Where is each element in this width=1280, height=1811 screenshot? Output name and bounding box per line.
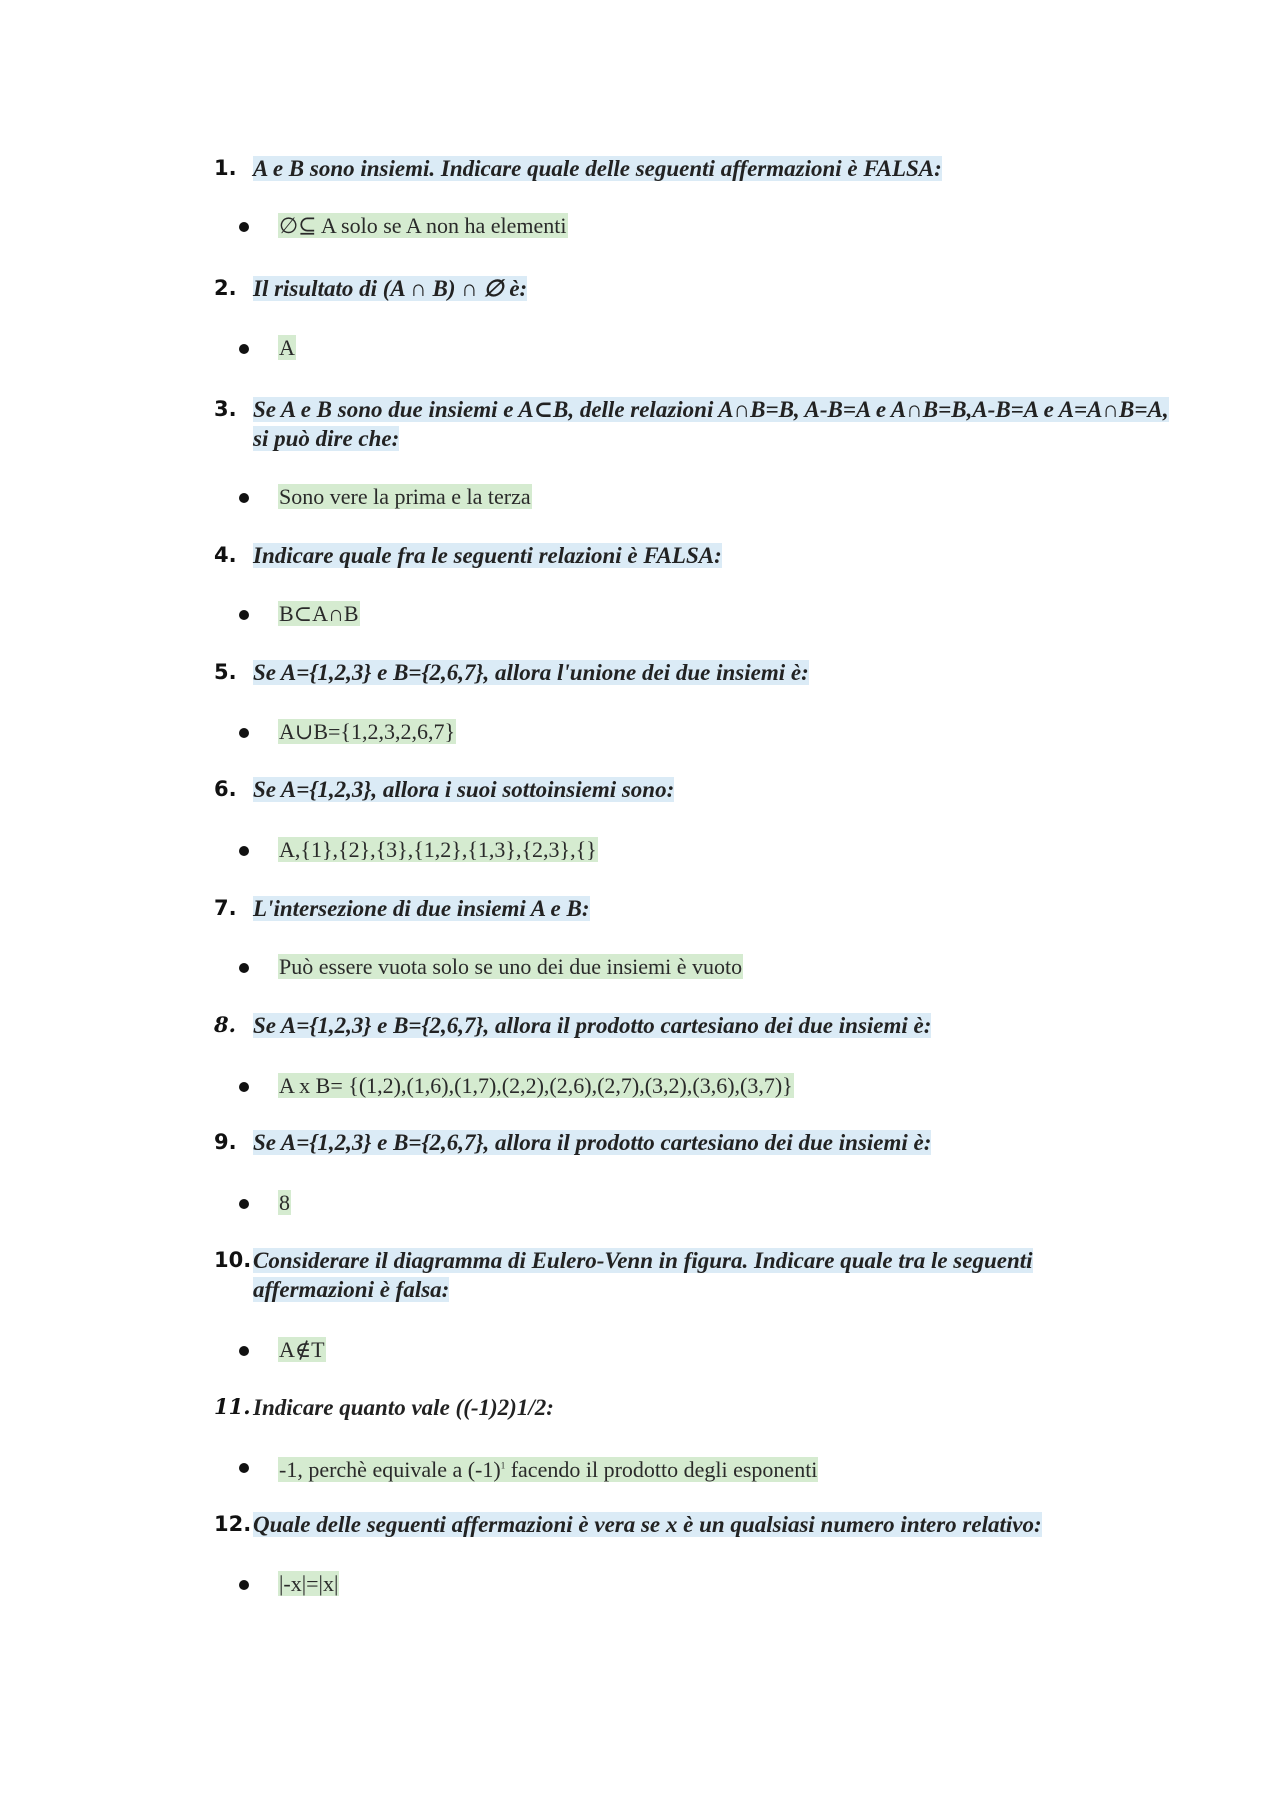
question-number: 10. bbox=[214, 1248, 252, 1272]
question-text: Se A={1,2,3} e B={2,6,7}, allora il prodotto cartesiano dei due insiemi è: bbox=[253, 1130, 932, 1155]
answer-text: A∉T bbox=[279, 1337, 325, 1362]
question-text: A e B sono insiemi. Indicare quale delle seguenti affermazioni è FALSA: bbox=[253, 156, 942, 181]
answer-text: A,{1},{2},{3},{1,2},{1,3},{2,3},{} bbox=[279, 837, 597, 862]
question-text: Se A e B sono due insiemi e A⊂B, delle relazioni A∩B=B, A-B=A e A∩B=B,A-B=A e A=A∩B=A, si può dire che: bbox=[253, 397, 1169, 451]
answer-text: ∅⊆ A solo se A non ha elementi bbox=[279, 213, 567, 238]
question-number: 5. bbox=[214, 660, 237, 684]
question-number: 2. bbox=[214, 276, 237, 300]
question-text: Se A={1,2,3}, allora i suoi sottoinsiemi sono: bbox=[253, 777, 675, 802]
answer-text: A x B= {(1,2),(1,6),(1,7),(2,2),(2,6),(2,7),(3,2),(3,6),(3,7)} bbox=[279, 1073, 793, 1098]
answer-text: B⊂A∩B bbox=[279, 601, 359, 626]
bullet-icon bbox=[239, 610, 249, 620]
question-number: 4. bbox=[214, 543, 237, 567]
question-text: Quale delle seguenti affermazioni è vera se x è un qualsiasi numero intero relativo: bbox=[253, 1512, 1042, 1537]
answer-text: Sono vere la prima e la terza bbox=[279, 484, 531, 509]
bullet-icon bbox=[239, 493, 249, 503]
answer-text: |-x|=|x| bbox=[279, 1571, 339, 1596]
answer-text: A∪B={1,2,3,2,6,7} bbox=[279, 719, 456, 744]
question-text: L'intersezione di due insiemi A e B: bbox=[253, 896, 590, 921]
bullet-icon bbox=[239, 1580, 249, 1590]
question-number: 8. bbox=[214, 1012, 236, 1037]
bullet-icon bbox=[239, 963, 249, 973]
answer-text: -1, perchè equivale a $(-1)^1$ facendo il prodotto degli esponenti bbox=[279, 1457, 818, 1483]
bullet-icon bbox=[239, 1346, 249, 1356]
bullet-icon bbox=[239, 846, 249, 856]
question-number: 6. bbox=[214, 777, 237, 801]
answer-text: Può essere vuota solo se uno dei due insiemi è vuoto bbox=[279, 954, 743, 979]
question-text: Indicare quanto vale ((-1)2)1/2: bbox=[253, 1395, 554, 1420]
question-number: 9. bbox=[214, 1130, 237, 1154]
question-text: Se A={1,2,3} e B={2,6,7}, allora il prodotto cartesiano dei due insiemi è: bbox=[253, 1013, 932, 1038]
question-number: 11. bbox=[214, 1394, 251, 1419]
bullet-icon bbox=[239, 222, 249, 232]
question-number: 12. bbox=[214, 1512, 252, 1536]
bullet-icon bbox=[239, 344, 249, 354]
answer-text: A bbox=[279, 335, 295, 360]
question-text: Indicare quale fra le seguenti relazioni è FALSA: bbox=[253, 543, 722, 568]
question-number: 7. bbox=[214, 896, 237, 920]
bullet-icon bbox=[239, 728, 249, 738]
bullet-icon bbox=[239, 1463, 249, 1473]
question-number: 3. bbox=[214, 397, 237, 421]
question-text: Se A={1,2,3} e B={2,6,7}, allora l'unione dei due insiemi è: bbox=[253, 660, 809, 685]
question-number: 1. bbox=[214, 156, 237, 180]
question-text: Il risultato di (A ∩ B) ∩ ∅ è: bbox=[253, 276, 528, 301]
answer-text: 8 bbox=[279, 1190, 290, 1215]
bullet-icon bbox=[239, 1199, 249, 1209]
question-text: Considerare il diagramma di Eulero-Venn in figura. Indicare quale tra le seguenti affermazioni è falsa: bbox=[253, 1248, 1033, 1302]
bullet-icon bbox=[239, 1082, 249, 1092]
